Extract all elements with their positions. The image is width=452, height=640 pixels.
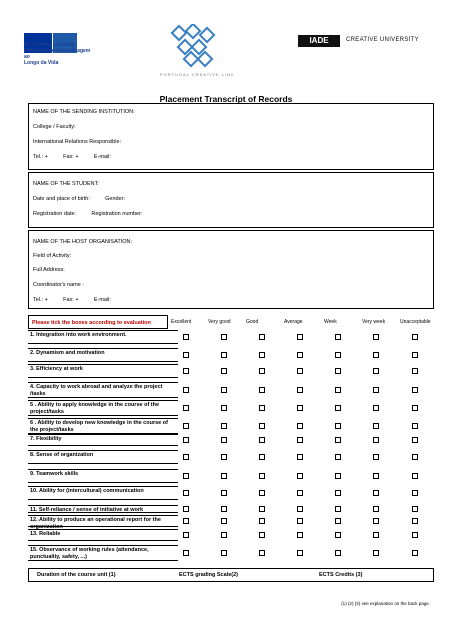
rating-checkbox-average[interactable] (297, 423, 303, 429)
rating-checkbox-week[interactable] (335, 405, 341, 411)
rating-checkbox-average[interactable] (297, 334, 303, 340)
criterion-label: 1. Integration into work environment. (28, 330, 178, 344)
student-name-line: NAME OF THE STUDENT: (33, 181, 99, 187)
rating-checkbox-very-week[interactable] (373, 423, 379, 429)
rating-checkbox-excellent[interactable] (183, 387, 189, 393)
evaluation-header (28, 315, 434, 329)
rating-checkbox-very-good[interactable] (221, 334, 227, 340)
rating-checkbox-very-week[interactable] (373, 352, 379, 358)
host-name-line: NAME OF THE HOST ORGANISATION: (33, 239, 133, 245)
rating-checkbox-unacceptable[interactable] (412, 352, 418, 358)
col-excellent: Excellent (171, 319, 192, 325)
rating-checkbox-average[interactable] (297, 532, 303, 538)
rating-checkbox-good[interactable] (259, 506, 265, 512)
rating-checkbox-very-week[interactable] (373, 518, 379, 524)
rating-checkbox-excellent[interactable] (183, 506, 189, 512)
rating-checkbox-good[interactable] (259, 473, 265, 479)
criterion-label: 11. Self-reliance / sense of initiative at work (28, 505, 178, 513)
rating-checkbox-unacceptable[interactable] (412, 550, 418, 556)
rating-checkbox-very-week[interactable] (373, 437, 379, 443)
criterion-label: 3. Efficiency at work (28, 364, 178, 378)
criterion-label: 7. Flexibility (28, 434, 178, 446)
rating-checkbox-unacceptable[interactable] (412, 405, 418, 411)
rating-checkbox-excellent[interactable] (183, 532, 189, 538)
rating-checkbox-week[interactable] (335, 334, 341, 340)
eu-program-text: EU Lifelong Learning Programa de Aprendizagem ao Longo da Vida (24, 42, 91, 66)
host-coordinator-line: Coordinator's name : (33, 282, 84, 288)
sending-contact-line: Tel.: + Fax: + E-mail: (33, 154, 111, 160)
rating-checkbox-excellent[interactable] (183, 423, 189, 429)
rating-checkbox-week[interactable] (335, 518, 341, 524)
rating-checkbox-excellent[interactable] (183, 368, 189, 374)
rating-checkbox-very-good[interactable] (221, 368, 227, 374)
criterion-label: 15. Observance of working rules (attendance, punctuality, safety, ...) (28, 545, 178, 561)
rating-checkbox-week[interactable] (335, 490, 341, 496)
rating-checkbox-very-good[interactable] (221, 532, 227, 538)
rating-checkbox-unacceptable[interactable] (412, 334, 418, 340)
rating-checkbox-good[interactable] (259, 454, 265, 460)
rating-checkbox-very-week[interactable] (373, 405, 379, 411)
rating-checkbox-excellent[interactable] (183, 518, 189, 524)
duration-label: Duration of the course unit (1) (37, 572, 116, 578)
rating-checkbox-unacceptable[interactable] (412, 506, 418, 512)
rating-checkbox-good[interactable] (259, 405, 265, 411)
rating-checkbox-week[interactable] (335, 352, 341, 358)
rating-checkbox-excellent[interactable] (183, 437, 189, 443)
rating-checkbox-very-good[interactable] (221, 352, 227, 358)
evaluation-instruction: Please tick the boxes according to evaluation (28, 315, 168, 329)
criterion-label: 8. Sense of organization (28, 450, 178, 464)
footnote: (1) (2) (3) see explanation on the back page. (341, 601, 430, 606)
rating-checkbox-unacceptable[interactable] (412, 532, 418, 538)
rating-checkbox-good[interactable] (259, 550, 265, 556)
rating-checkbox-week[interactable] (335, 423, 341, 429)
sending-name-line: NAME OF THE SENDING INSTITUTION: (33, 109, 135, 115)
iade-logo: IADE (298, 35, 340, 47)
rating-checkbox-very-week[interactable] (373, 506, 379, 512)
rating-checkbox-good[interactable] (259, 423, 265, 429)
rating-checkbox-unacceptable[interactable] (412, 473, 418, 479)
col-very-week: Very week (362, 319, 386, 325)
rating-checkbox-unacceptable[interactable] (412, 423, 418, 429)
rating-checkbox-very-good[interactable] (221, 550, 227, 556)
criterion-label: 5 . Ability to apply knowledge in the course of the project/tasks (28, 400, 178, 416)
rating-checkbox-unacceptable[interactable] (412, 437, 418, 443)
page-title: Placement Transcript of Records (159, 94, 293, 104)
rating-checkbox-excellent[interactable] (183, 454, 189, 460)
rating-checkbox-excellent[interactable] (183, 405, 189, 411)
rating-checkbox-unacceptable[interactable] (412, 454, 418, 460)
rating-checkbox-week[interactable] (335, 550, 341, 556)
host-contact-line: Tel.: + Fax: + E-mail: (33, 297, 111, 303)
criterion-label: 10. Ability for (intercultural) communication (28, 486, 178, 500)
rating-checkbox-week[interactable] (335, 532, 341, 538)
criterion-label: 9. Teamwork skills (28, 469, 178, 483)
rating-checkbox-average[interactable] (297, 405, 303, 411)
criterion-label: 6 . Ability to develop new knowledge in the course of the project/tasks (28, 418, 178, 434)
rating-checkbox-very-good[interactable] (221, 506, 227, 512)
rating-checkbox-good[interactable] (259, 352, 265, 358)
criterion-label: 2. Dynamism and motivation (28, 348, 178, 362)
criterion-label: 13. Reliable (28, 529, 178, 541)
rating-checkbox-week[interactable] (335, 473, 341, 479)
rating-checkbox-good[interactable] (259, 368, 265, 374)
pcl-text: PORTUGAL CREATIVE LINK (160, 72, 235, 77)
ects-footer (28, 568, 434, 582)
rating-checkbox-very-week[interactable] (373, 473, 379, 479)
rating-checkbox-average[interactable] (297, 454, 303, 460)
rating-checkbox-average[interactable] (297, 490, 303, 496)
rating-checkbox-average[interactable] (297, 550, 303, 556)
criterion-label: 12. Ability to produce an operational report for the organization (28, 515, 178, 527)
rating-checkbox-very-week[interactable] (373, 454, 379, 460)
col-unacceptable: Unacceptable (400, 319, 431, 325)
rating-checkbox-average[interactable] (297, 368, 303, 374)
rating-checkbox-very-good[interactable] (221, 454, 227, 460)
rating-checkbox-average[interactable] (297, 387, 303, 393)
criterion-label: 4. Capacity to work abroad and analyze the project /tasks (28, 382, 178, 398)
rating-checkbox-very-good[interactable] (221, 437, 227, 443)
host-organisation-box (28, 230, 434, 309)
rating-checkbox-average[interactable] (297, 518, 303, 524)
sending-institution-box (28, 103, 434, 170)
student-box (28, 172, 434, 228)
rating-checkbox-average[interactable] (297, 437, 303, 443)
rating-checkbox-very-good[interactable] (221, 423, 227, 429)
rating-checkbox-excellent[interactable] (183, 490, 189, 496)
host-field-line: Field of Activity: (33, 253, 72, 259)
rating-checkbox-good[interactable] (259, 437, 265, 443)
rating-checkbox-good[interactable] (259, 490, 265, 496)
student-birth-line: Date and place of birth: Gender: (33, 196, 126, 202)
col-good: Good (246, 319, 259, 325)
portugal-creative-link-logo (170, 24, 218, 68)
rating-checkbox-very-good[interactable] (221, 518, 227, 524)
rating-checkbox-average[interactable] (297, 506, 303, 512)
host-address-line: Full Address: (33, 267, 65, 273)
rating-checkbox-week[interactable] (335, 437, 341, 443)
rating-checkbox-week[interactable] (335, 387, 341, 393)
rating-checkbox-very-week[interactable] (373, 490, 379, 496)
col-very-good: Very good (208, 319, 231, 325)
rating-checkbox-very-good[interactable] (221, 405, 227, 411)
rating-checkbox-week[interactable] (335, 368, 341, 374)
rating-checkbox-unacceptable[interactable] (412, 490, 418, 496)
rating-checkbox-very-week[interactable] (373, 532, 379, 538)
rating-checkbox-good[interactable] (259, 387, 265, 393)
rating-checkbox-good[interactable] (259, 532, 265, 538)
rating-checkbox-very-good[interactable] (221, 473, 227, 479)
rating-checkbox-excellent[interactable] (183, 334, 189, 340)
rating-checkbox-average[interactable] (297, 473, 303, 479)
credits-label: ECTS Credits (3) (319, 572, 363, 578)
rating-checkbox-week[interactable] (335, 454, 341, 460)
rating-checkbox-week[interactable] (335, 506, 341, 512)
grading-label: ECTS grading Scale(2) (179, 572, 238, 578)
rating-checkbox-unacceptable[interactable] (412, 518, 418, 524)
rating-checkbox-very-good[interactable] (221, 387, 227, 393)
rating-checkbox-excellent[interactable] (183, 352, 189, 358)
sending-ir-line: International Relations Responsible: (33, 139, 122, 145)
iade-tagline: CREATIVE UNIVERSITY (346, 37, 419, 43)
rating-checkbox-excellent[interactable] (183, 473, 189, 479)
rating-checkbox-unacceptable[interactable] (412, 387, 418, 393)
rating-checkbox-good[interactable] (259, 334, 265, 340)
col-week: Week (324, 319, 337, 325)
rating-checkbox-good[interactable] (259, 518, 265, 524)
rating-checkbox-very-week[interactable] (373, 387, 379, 393)
rating-checkbox-unacceptable[interactable] (412, 368, 418, 374)
rating-checkbox-average[interactable] (297, 352, 303, 358)
rating-checkbox-very-week[interactable] (373, 334, 379, 340)
col-average: Average (284, 319, 303, 325)
rating-checkbox-very-week[interactable] (373, 368, 379, 374)
sending-college-line: College / Faculty: (33, 124, 76, 130)
rating-checkbox-very-good[interactable] (221, 490, 227, 496)
student-registration-line: Registration date: Registration number: (33, 211, 143, 217)
rating-checkbox-very-week[interactable] (373, 550, 379, 556)
rating-checkbox-excellent[interactable] (183, 550, 189, 556)
